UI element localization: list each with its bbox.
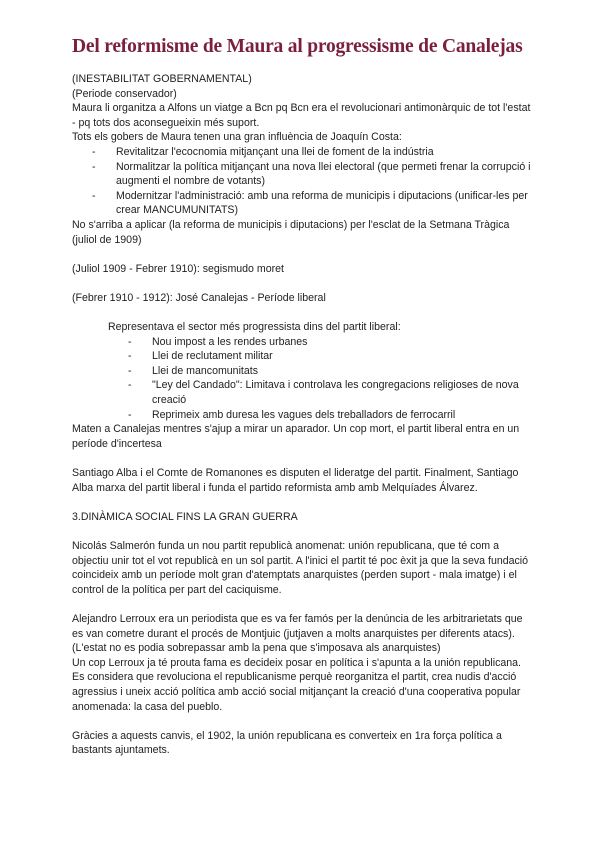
list-item: - Reprimeix amb duresa les vagues dels treballadors de ferrocarril <box>72 408 532 423</box>
paragraph: Gràcies a aquests canvis, el 1902, la unión republicana es converteix en 1ra força política a bastants ajuntamets. <box>72 729 502 757</box>
paragraph: Santiago Alba i el Comte de Romanones es disputen el lideratge del partit. Finalment, Santiago Alba marxa del partit liberal i funda el partido reformista amb amb Melquíades Álvarez. <box>72 467 519 494</box>
list-item: - Nou impost a les rendes urbanes <box>72 335 532 350</box>
list-item: - Llei de reclutament militar <box>72 349 532 364</box>
paragraph: No s'arriba a aplicar (la reforma de municipis i diputacions) per l'esclat de la Setmana Tràgica (juliol de 1909) <box>72 218 510 246</box>
list-item: - Revitalitzar l'ecocnomia mitjançant una llei de foment de la indústria <box>72 145 532 160</box>
list-item: - Modernitzar l'administració: amb una reforma de municipis i diputacions (unificar-les per crear MANCUMUNITATS) <box>72 189 532 218</box>
paragraph: (Febrer 1910 - 1912): José Canalejas - Període liberal <box>72 291 326 304</box>
paragraph: Alejandro Lerroux era un periodista que es va fer famós per la denúncia de les arbitrarietats que es van cometre durant el procés de Montjuic (jutjaven a molts anarquistes per diferents atacs). (L'estat no es podia sobrepassar amb la pena que s'imposava als anarquistes) <box>72 612 523 655</box>
paragraph: (Juliol 1909 - Febrer 1910): segismudo moret <box>72 262 284 275</box>
paragraph: (Periode conservador) <box>72 87 177 100</box>
paragraph: Maten a Canalejas mentres s'ajup a mirar un aparador. Un cop mort, el partit liberal entra en un període d'incertesa <box>72 423 520 450</box>
list-item: - Normalitzar la política mitjançant una nova llei electoral (que permeti frenar la corrupció i augmenti el nombre de votants) <box>72 160 532 189</box>
list-item: - "Ley del Candado": Limitava i controlava les congregacions religioses de nova creació <box>72 378 532 407</box>
page-title: Del reformisme de Maura al progressisme de Canalejas <box>72 36 523 57</box>
paragraph: (INESTABILITAT GOBERNAMENTAL) <box>72 73 252 85</box>
maura-reforms-list <box>72 145 532 218</box>
paragraph: Nicolás Salmerón funda un nou partit republicà anomenat: unión republicana, que té com a objectiu unir tot el vot republicà en un sol partit. A l'inici el partit té poc èxit ja que la seva fundació coincideix amb un període molt gran d'atemptats anarquistes (perden suport - mala imatge) i el control de la política per part del caciquisme. <box>72 540 529 596</box>
paragraph: Maura li organitza a Alfons un viatge a Bcn pq Bcn era el revolucionari antimonàrquic de tot l'estat - pq tots dos aconsegueixin més suport. <box>72 102 531 129</box>
section-heading: 3.DINÀMICA SOCIAL FINS LA GRAN GUERRA <box>72 510 298 523</box>
paragraph: Tots els gobers de Maura tenen una gran influència de Joaquín Costa: <box>72 131 402 144</box>
canalejas-reforms-list <box>72 335 532 423</box>
list-item: - Llei de mancomunitats <box>72 364 532 379</box>
document-body <box>72 72 532 758</box>
paragraph: Un cop Lerroux ja té prouta fama es decideix posar en política i s'apunta a la unión republicana. Es considera que revoluciona el republicanisme perquè reorganitza el partit, crea nudis d'acció agressius i uneix acció política amb acció social mitjançant la creació d'una cooperativa popular anomenada: la casa del pueblo. <box>72 656 522 713</box>
paragraph: Representava el sector més progressista dins del partit liberal: <box>108 321 401 334</box>
